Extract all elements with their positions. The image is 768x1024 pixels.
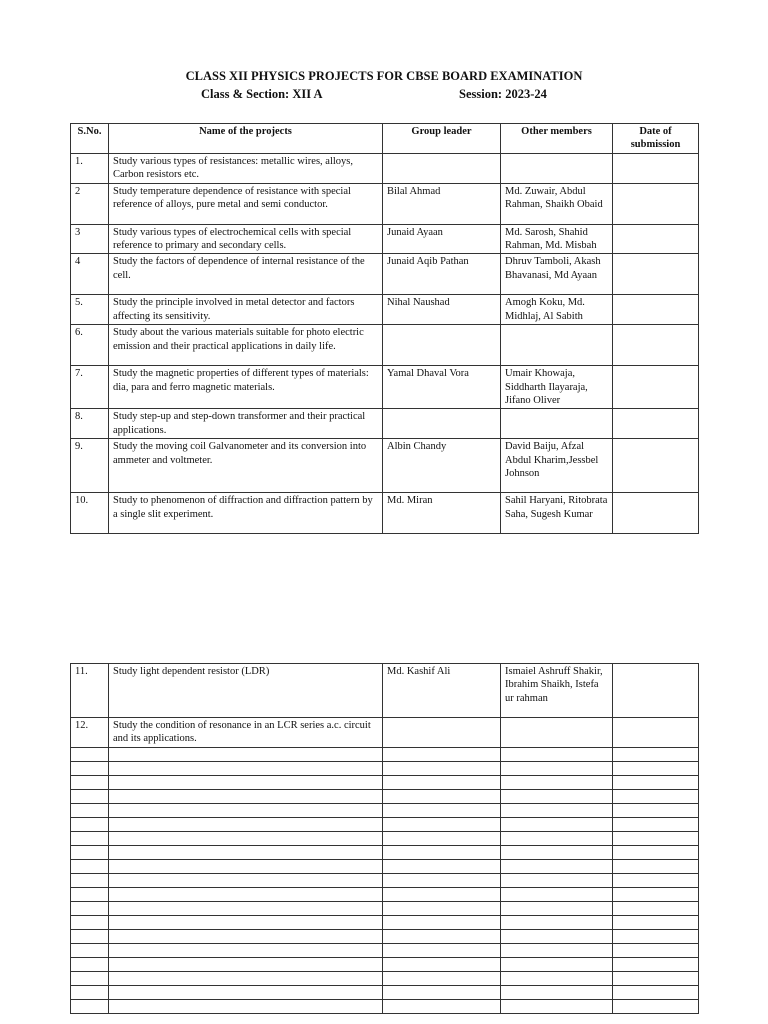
empty-cell [501, 985, 613, 999]
empty-cell [109, 929, 383, 943]
cell-sno: 4 [71, 254, 109, 295]
cell-date [613, 183, 699, 224]
empty-cell [501, 817, 613, 831]
empty-table-row [71, 873, 699, 887]
cell-project-name: Study light dependent resistor (LDR) [109, 664, 383, 718]
empty-table-row [71, 957, 699, 971]
document-title: CLASS XII PHYSICS PROJECTS FOR CBSE BOARD EXAMINATION [185, 69, 583, 83]
cell-date [613, 325, 699, 366]
empty-cell [383, 999, 501, 1013]
cell-other-members [501, 718, 613, 748]
cell-project-name: Study various types of electrochemical cells with special reference to primary and secondary cells. [109, 224, 383, 254]
empty-cell [71, 747, 109, 761]
empty-table-row [71, 761, 699, 775]
empty-cell [109, 775, 383, 789]
empty-cell [71, 887, 109, 901]
empty-cell [613, 789, 699, 803]
empty-cell [501, 901, 613, 915]
empty-cell [383, 985, 501, 999]
table-row [71, 224, 699, 254]
cell-other-members: David Baiju, Afzal Abdul Kharim,Jessbel Johnson [501, 439, 613, 493]
empty-cell [109, 831, 383, 845]
table-row [71, 153, 699, 183]
empty-cell [71, 775, 109, 789]
cell-sno: 5. [71, 295, 109, 325]
cell-date [613, 224, 699, 254]
empty-cell [383, 957, 501, 971]
cell-other-members [501, 409, 613, 439]
empty-cell [109, 901, 383, 915]
empty-cell [71, 761, 109, 775]
empty-cell [71, 901, 109, 915]
empty-cell [109, 999, 383, 1013]
empty-cell [613, 873, 699, 887]
empty-cell [501, 971, 613, 985]
cell-project-name: Study about the various materials suitable for photo electric emission and their practical applications in daily life. [109, 325, 383, 366]
empty-table-row [71, 887, 699, 901]
empty-cell [613, 999, 699, 1013]
empty-cell [71, 873, 109, 887]
empty-cell [613, 971, 699, 985]
empty-cell [613, 887, 699, 901]
empty-cell [109, 789, 383, 803]
cell-group-leader: Md. Miran [383, 493, 501, 534]
cell-group-leader: Yamal Dhaval Vora [383, 366, 501, 409]
table-header-row [71, 124, 699, 154]
cell-sno: 9. [71, 439, 109, 493]
empty-cell [383, 887, 501, 901]
empty-cell [383, 803, 501, 817]
cell-project-name: Study the factors of dependence of internal resistance of the cell. [109, 254, 383, 295]
cell-date [613, 439, 699, 493]
empty-cell [71, 845, 109, 859]
cell-other-members [501, 153, 613, 183]
cell-sno: 10. [71, 493, 109, 534]
empty-cell [501, 929, 613, 943]
empty-table-row [71, 985, 699, 999]
table-row [71, 254, 699, 295]
empty-cell [383, 761, 501, 775]
cell-other-members: Md. Zuwair, Abdul Rahman, Shaikh Obaid [501, 183, 613, 224]
cell-sno: 8. [71, 409, 109, 439]
empty-cell [383, 831, 501, 845]
cell-group-leader [383, 153, 501, 183]
table-row [71, 439, 699, 493]
empty-cell [71, 985, 109, 999]
cell-sno: 2 [71, 183, 109, 224]
empty-table-row [71, 845, 699, 859]
empty-cell [501, 761, 613, 775]
cell-date [613, 254, 699, 295]
cell-project-name: Study the condition of resonance in an LCR series a.c. circuit and its applications. [109, 718, 383, 748]
cell-other-members: Ismaiel Ashruff Shakir, Ibrahim Shaikh, Istefa ur rahman [501, 664, 613, 718]
empty-cell [383, 747, 501, 761]
cell-sno: 6. [71, 325, 109, 366]
table-row [71, 366, 699, 409]
empty-cell [613, 775, 699, 789]
cell-group-leader: Albin Chandy [383, 439, 501, 493]
empty-cell [383, 845, 501, 859]
cell-sno: 1. [71, 153, 109, 183]
cell-group-leader [383, 325, 501, 366]
table-row [71, 183, 699, 224]
empty-cell [109, 957, 383, 971]
table-row [71, 493, 699, 534]
cell-sno: 12. [71, 718, 109, 748]
empty-cell [613, 747, 699, 761]
header-project-name: Name of the projects [109, 124, 383, 154]
empty-cell [71, 915, 109, 929]
empty-cell [109, 873, 383, 887]
cell-date [613, 366, 699, 409]
empty-cell [613, 957, 699, 971]
cell-date [613, 295, 699, 325]
empty-cell [613, 817, 699, 831]
empty-cell [613, 845, 699, 859]
cell-project-name: Study the magnetic properties of different types of materials: dia, para and ferro magnetic materials. [109, 366, 383, 409]
empty-cell [109, 971, 383, 985]
cell-group-leader: Bilal Ahmad [383, 183, 501, 224]
empty-cell [109, 817, 383, 831]
empty-cell [383, 943, 501, 957]
empty-table-row [71, 831, 699, 845]
empty-cell [383, 929, 501, 943]
empty-cell [501, 957, 613, 971]
empty-cell [109, 887, 383, 901]
table-row [71, 325, 699, 366]
empty-cell [109, 985, 383, 999]
cell-project-name: Study the principle involved in metal detector and factors affecting its sensitivity. [109, 295, 383, 325]
empty-cell [109, 859, 383, 873]
empty-cell [71, 929, 109, 943]
empty-cell [109, 803, 383, 817]
empty-cell [71, 971, 109, 985]
empty-table-row [71, 859, 699, 873]
empty-table-row [71, 915, 699, 929]
empty-table-row [71, 971, 699, 985]
header-date-of-submission: Date of submission [613, 124, 699, 154]
empty-cell [71, 831, 109, 845]
empty-cell [383, 817, 501, 831]
empty-cell [501, 775, 613, 789]
empty-cell [501, 859, 613, 873]
empty-cell [501, 887, 613, 901]
header-group-leader: Group leader [383, 124, 501, 154]
cell-other-members: Dhruv Tamboli, Akash Bhavanasi, Md Ayaan [501, 254, 613, 295]
cell-project-name: Study temperature dependence of resistance with special reference of alloys, pure metal and semi conductor. [109, 183, 383, 224]
empty-cell [613, 803, 699, 817]
empty-table-row [71, 929, 699, 943]
empty-cell [501, 803, 613, 817]
projects-table-continued [70, 663, 699, 1014]
table-row [71, 664, 699, 718]
cell-sno: 3 [71, 224, 109, 254]
empty-cell [71, 999, 109, 1013]
empty-cell [71, 943, 109, 957]
cell-group-leader [383, 718, 501, 748]
empty-table-row [71, 817, 699, 831]
empty-cell [109, 845, 383, 859]
table-row [71, 295, 699, 325]
empty-table-row [71, 747, 699, 761]
empty-cell [383, 789, 501, 803]
empty-cell [71, 803, 109, 817]
empty-cell [383, 915, 501, 929]
class-section-label: Class & Section: XII A [201, 87, 323, 101]
empty-cell [109, 943, 383, 957]
empty-cell [71, 957, 109, 971]
projects-table [70, 123, 699, 534]
empty-cell [613, 859, 699, 873]
empty-cell [383, 859, 501, 873]
cell-group-leader: Junaid Ayaan [383, 224, 501, 254]
empty-cell [501, 789, 613, 803]
cell-date [613, 153, 699, 183]
empty-cell [383, 775, 501, 789]
cell-group-leader [383, 409, 501, 439]
empty-cell [501, 747, 613, 761]
cell-other-members: Amogh Koku, Md. Midhlaj, Al Sabith [501, 295, 613, 325]
empty-cell [613, 761, 699, 775]
table-row [71, 409, 699, 439]
cell-sno: 11. [71, 664, 109, 718]
empty-cell [383, 873, 501, 887]
empty-cell [613, 831, 699, 845]
empty-table-row [71, 901, 699, 915]
cell-date [613, 493, 699, 534]
empty-table-row [71, 803, 699, 817]
cell-sno: 7. [71, 366, 109, 409]
empty-cell [501, 999, 613, 1013]
empty-cell [613, 929, 699, 943]
empty-cell [383, 901, 501, 915]
empty-cell [71, 817, 109, 831]
empty-cell [109, 747, 383, 761]
header-other-members: Other members [501, 124, 613, 154]
cell-group-leader: Nihal Naushad [383, 295, 501, 325]
empty-cell [109, 915, 383, 929]
empty-table-row [71, 943, 699, 957]
empty-cell [109, 761, 383, 775]
empty-cell [501, 873, 613, 887]
session-label: Session: 2023-24 [459, 87, 547, 101]
empty-cell [501, 915, 613, 929]
empty-cell [71, 859, 109, 873]
empty-cell [501, 831, 613, 845]
table-row [71, 718, 699, 748]
cell-project-name: Study the moving coil Galvanometer and its conversion into ammeter and voltmeter. [109, 439, 383, 493]
cell-date [613, 664, 699, 718]
cell-date [613, 409, 699, 439]
empty-cell [613, 901, 699, 915]
cell-date [613, 718, 699, 748]
empty-cell [613, 915, 699, 929]
empty-cell [613, 943, 699, 957]
empty-table-row [71, 789, 699, 803]
empty-cell [501, 943, 613, 957]
empty-cell [613, 985, 699, 999]
empty-table-row [71, 775, 699, 789]
empty-cell [501, 845, 613, 859]
empty-cell [71, 789, 109, 803]
empty-table-row [71, 999, 699, 1013]
cell-other-members [501, 325, 613, 366]
empty-cell [383, 971, 501, 985]
cell-other-members: Umair Khowaja, Siddharth Ilayaraja, Jifano Oliver [501, 366, 613, 409]
cell-group-leader: Junaid Aqib Pathan [383, 254, 501, 295]
cell-project-name: Study various types of resistances: metallic wires, alloys, Carbon resistors etc. [109, 153, 383, 183]
cell-other-members: Sahil Haryani, Ritobrata Saha, Sugesh Kumar [501, 493, 613, 534]
cell-project-name: Study step-up and step-down transformer and their practical applications. [109, 409, 383, 439]
header-sno: S.No. [71, 124, 109, 154]
cell-group-leader: Md. Kashif Ali [383, 664, 501, 718]
cell-other-members: Md. Sarosh, Shahid Rahman, Md. Misbah [501, 224, 613, 254]
cell-project-name: Study to phenomenon of diffraction and diffraction pattern by a single slit experiment. [109, 493, 383, 534]
